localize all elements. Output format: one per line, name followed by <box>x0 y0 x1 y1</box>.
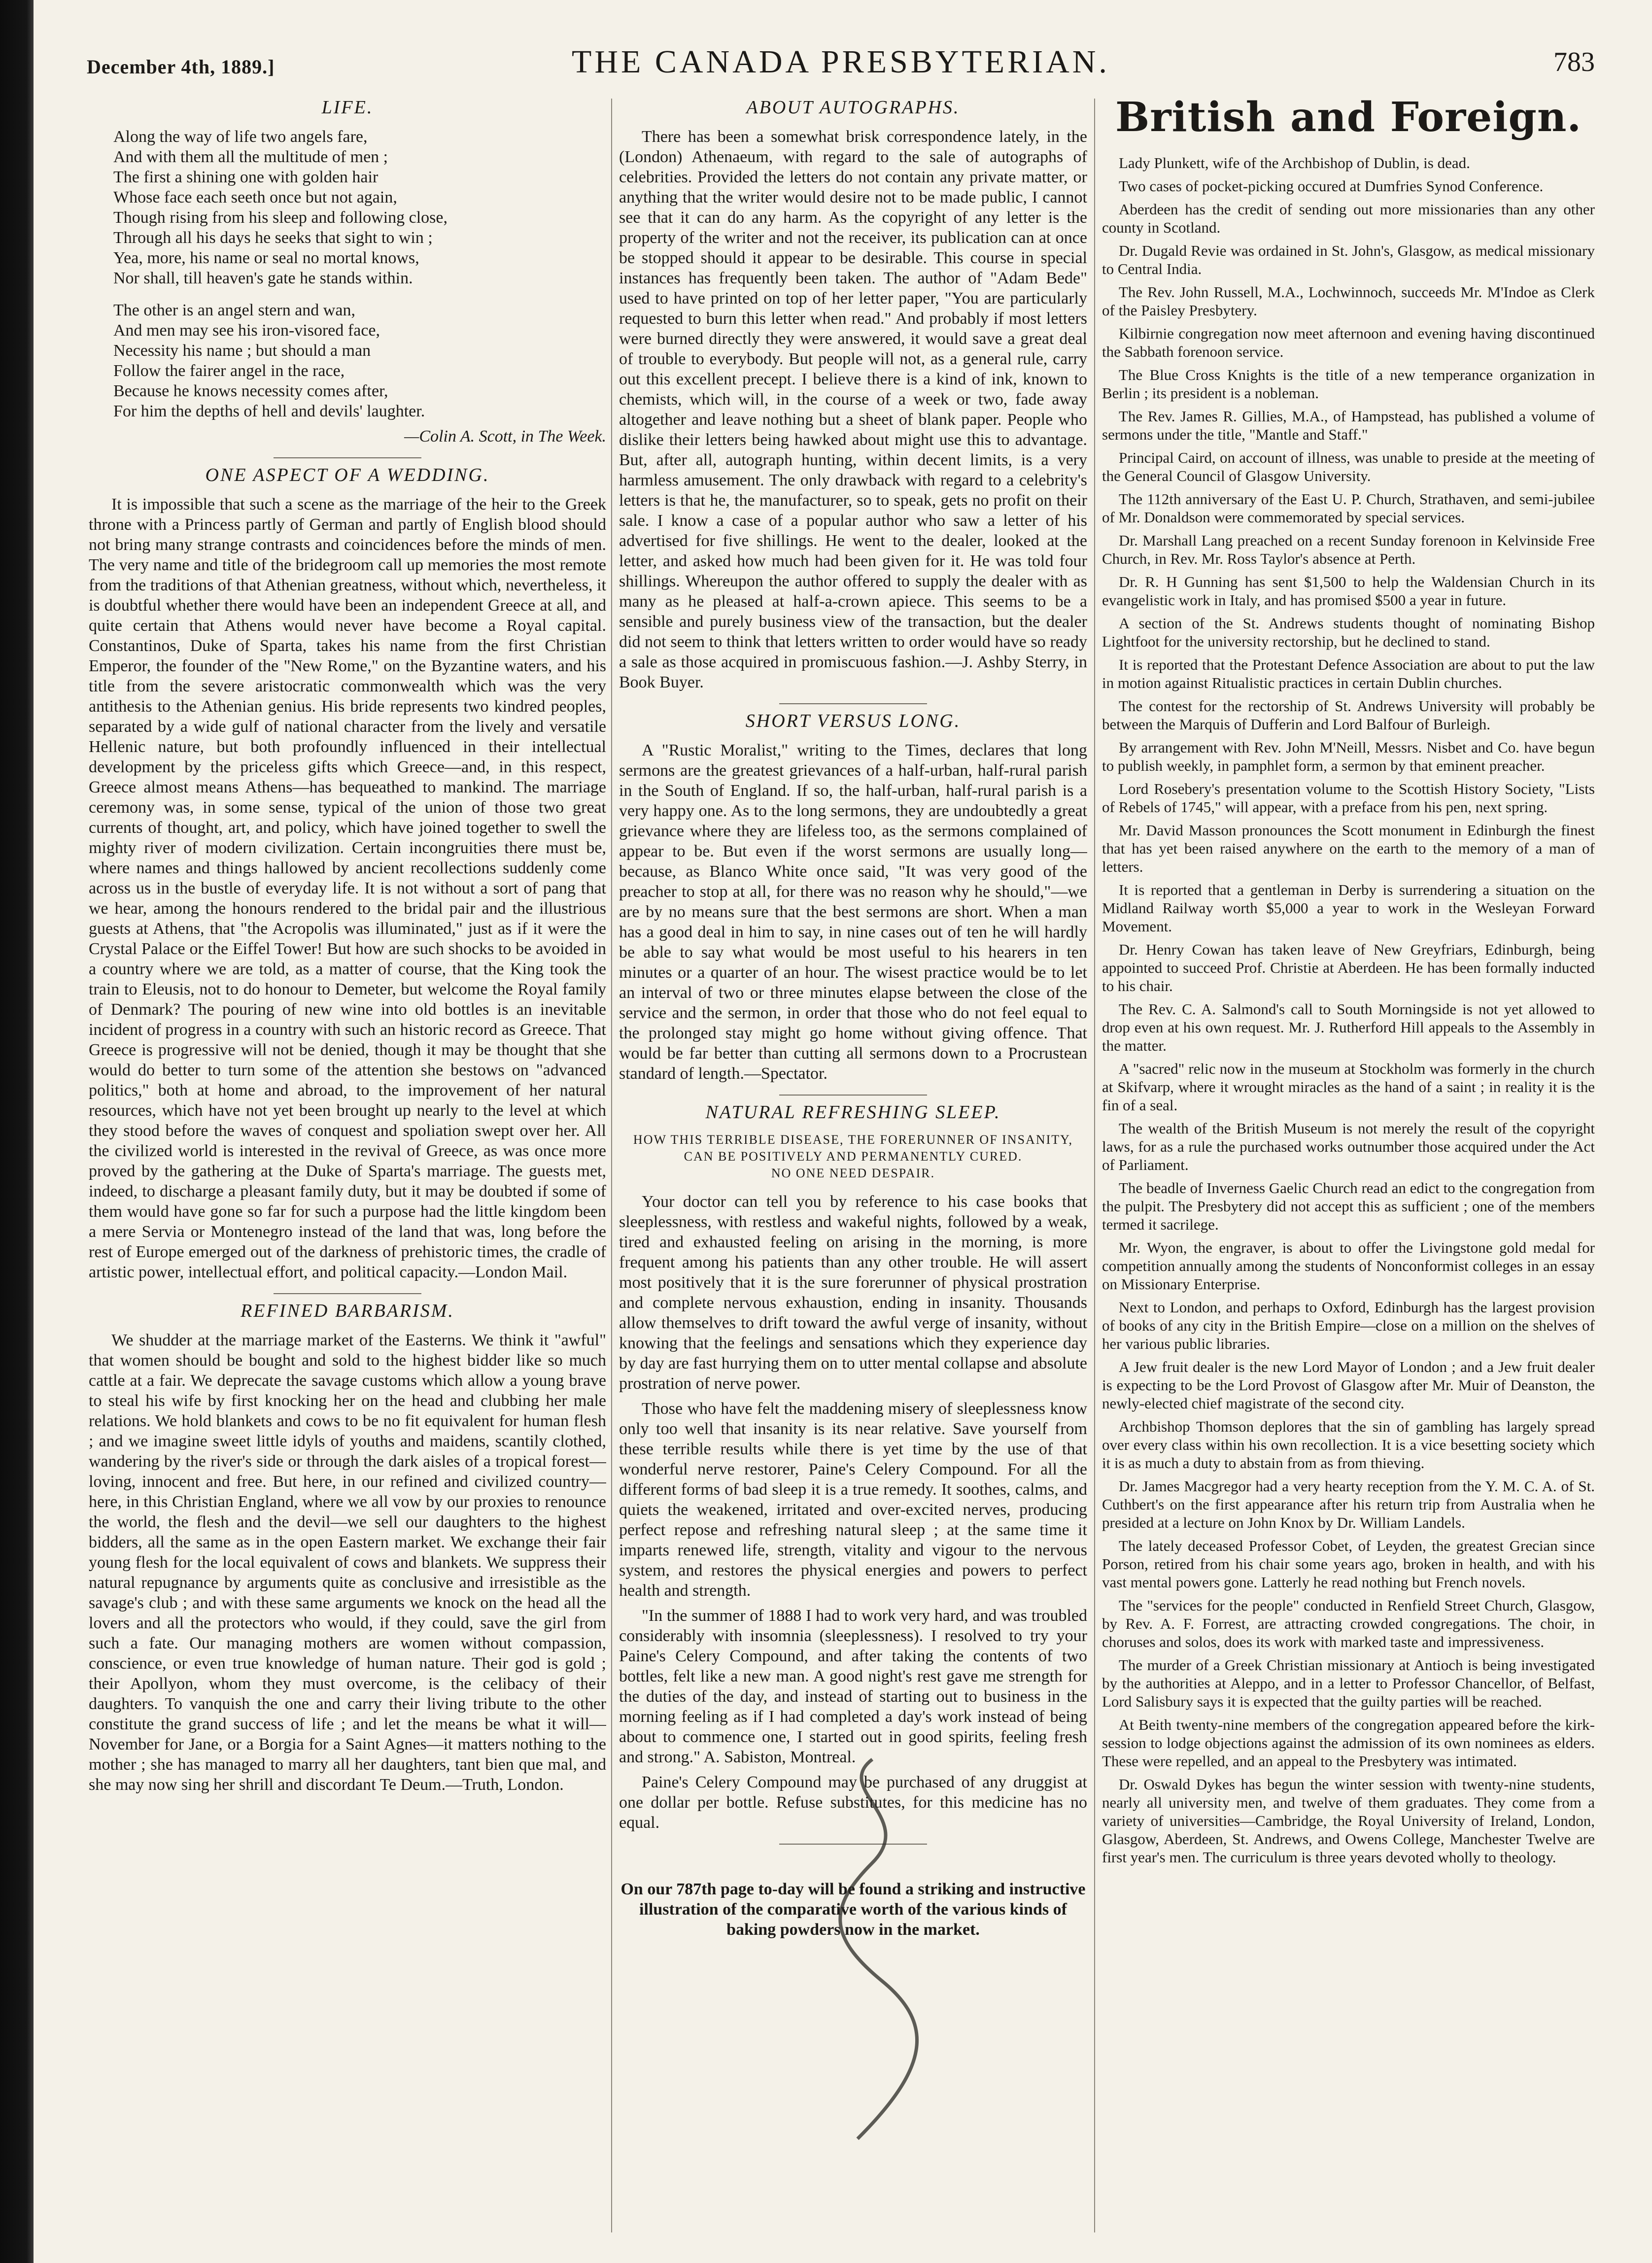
poem-title: LIFE. <box>321 97 374 118</box>
news-item: The murder of a Greek Christian missionary at Antioch is being investigated by the authorities at Aleppo, and in a letter to Professor Chancellor, of Belfast, Lord Salisbury says it is expected that the guilty parties will be reached. <box>1102 1656 1595 1710</box>
news-item: Principal Caird, on account of illness, was unable to preside at the meeting of the General Council of Glasgow University. <box>1102 449 1595 484</box>
news-item: Aberdeen has the credit of sending out more missionaries than any other county in Scotland. <box>1102 201 1595 236</box>
news-item: The contest for the rectorship of St. Andrews University will probably be between the Marquis of Dufferin and Lord Balfour of Burleigh. <box>1102 697 1595 733</box>
news-item: At Beith twenty-nine members of the congregation appeared before the kirk-session to lodge objections against the admission of its own nominees as elders. These were repelled, and an appeal to the Presbytery was intimated. <box>1102 1716 1595 1770</box>
poem-line: Yea, more, his name or seal no mortal knows, <box>113 249 419 267</box>
section-divider <box>779 1844 927 1845</box>
article-paragraph: There has been a somewhat brisk correspondence lately, in the (London) Athenaeum, with regard to the sale of autographs of celebrities. Provided the letters do not contain any private matter, or anything that the writer would desire not to be made public, I cannot see that it can do any harm. As the copyright of any letter is the property of the writer and not the receiver, its publication can at once be stopped should it appear to be desirable. This course in special instances has frequently been taken. The author of "Adam Bede" used to have printed on top of her letter paper, "You are particularly requested to burn this letter when read." And probably if most letters were burned directly they were answered, it would save a great deal of trouble to everybody. But people will not, as a general rule, carry out this excellent precept. I believe there is a kind of ink, known to chemists, which will, in the course of a week or two, fade away altogether and leave nothing but a sheet of blank paper. People who dislike their letters being hawked about might use this to advantage. But, after all, autograph hunting, within decent limits, is a very harmless amusement. The only drawback with regard to a celebrity's letters is that he, the manufacturer, so to speak, gets no profit on their sale. I know a case of a popular author who saw a letter of his advertised for five shillings. He went to the dealer, looked at the letter, and asked how much had been given for it. He was told four shillings. Whereupon the author offered to supply the dealer with as many as he pleased at half-a-crown apiece. This seems to be a sensible and purely business view of the transaction, but the dealer did not seem to think that letters written to order would have so ready a sale as those acquired in promiscuous fashion.—J. Ashby Sterry, in Book Buyer. <box>619 128 1087 691</box>
article-title: ABOUT AUTOGRAPHS. <box>746 97 960 118</box>
poem-line: The other is an angel stern and wan, <box>113 301 355 319</box>
poem-line: Because he knows necessity comes after, <box>113 382 388 400</box>
poem-line: Necessity his name ; but should a man <box>113 342 371 360</box>
news-item: It is reported that a gentleman in Derby is surrendering a situation on the Midland Railway worth $5,000 a year to work in the Wesleyan Forward Movement. <box>1102 881 1595 935</box>
article-paragraph: Those who have felt the maddening misery of sleeplessness know only too well that insanity is its near relative. Save yourself from these terrible results while there is yet time by the use of that wonderful nerve restorer, Paine's Celery Compound. For all the different forms of bad sleep it is a true remedy. It soothes, calms, and quiets the weakened, irritated and over-excited nerves, producing perfect repose and refreshing natural sleep ; at the same time it imparts renewed life, strength, vitality and vigour to the nervous system, and restores the physical energies and powers to perfect health and strength. <box>619 1400 1087 1600</box>
article-paragraph: We shudder at the marriage market of the Easterns. We think it "awful" that women should be bought and sold to the highest bidder like so much cattle at a fair. We deprecate the savage customs which allow a young brave to steal his wife by first knocking her on the head and clubbing her male relations. We hold blankets and cows to be no fit equivalent for human flesh ; and we imagine sweet little idyls of youths and maidens, scantily clothed, wandering by the river's side or through the dark aisles of a tropical forest—loving, innocent and free. But here, in our refined and civilized country—here, in this Christian England, where we all vow by our proxies to renounce the world, the flesh and the devil—we sell our daughters to the highest bidders, all the same as in the open Eastern market. We exchange their fair young flesh for the local equivalent of cows and blankets. We suppress their natural repugnance by arguments quite as conclusive and irresistible as the savage's club ; and with these same arguments we knock on the head all the lovers and all the protectors who would, if they could, save the girl from such a fate. Our managing mothers are women without compassion, conscience, or even true knowledge of human nature. Their god is gold ; their Apollyon, whom they must overcome, is the celibacy of their daughters. To vanquish the one and carry their living tribute to the other constitute the grand success of life ; and let the means be what it will—November for Jane, or a Borgia for a Saint Agnes—it matters nothing to the mother ; she has managed to marry all her daughters, tant bien que mal, and she may now sing her shrill and discordant Te Deum.—Truth, London. <box>89 1331 606 1794</box>
news-item: Mr. Wyon, the engraver, is about to offer the Livingstone gold medal for competition annually among the students of Nonconformist colleges in an essay on Missionary Enterprise. <box>1102 1239 1595 1293</box>
poem-line: Whose face each seeth once but not again, <box>113 188 397 206</box>
news-item: Mr. David Masson pronounces the Scott monument in Edinburgh the finest that has yet been raised anywhere on the earth to the memory of a man of letters. <box>1102 822 1595 875</box>
news-item: Lady Plunkett, wife of the Archbishop of Dublin, is dead. <box>1119 154 1470 171</box>
news-item: The lately deceased Professor Cobet, of Leyden, the greatest Grecian since Porson, retired from his chair some years ago, broken in health, and with his vast mental powers gone. Latterly he read nothing but French novels. <box>1102 1537 1595 1591</box>
article-subtitle <box>619 1132 1087 1182</box>
section-divider <box>779 703 927 704</box>
poem <box>89 127 606 421</box>
news-item: A "sacred" relic now in the museum at Stockholm was formerly in the church at Skifvarp, where it wrought miracles as the hand of a saint ; in reality it is the fin of a seal. <box>1102 1060 1595 1114</box>
poem-line: Along the way of life two angels fare, <box>113 128 368 146</box>
masthead <box>87 43 1595 91</box>
news-item: The 112th anniversary of the East U. P. Church, Strathaven, and semi-jubilee of Mr. Donaldson were commemorated by special services. <box>1102 490 1595 526</box>
column-right <box>1102 94 1595 2247</box>
column-left <box>89 94 606 2247</box>
article-title: NATURAL REFRESHING SLEEP. <box>705 1102 1001 1123</box>
section-divider <box>274 1293 421 1294</box>
article-paragraph: Paine's Celery Compound may be purchased of any druggist at one dollar per bottle. Refuse substitutes, for this medicine has no equal. <box>619 1773 1087 1832</box>
news-item: It is reported that the Protestant Defence Association are about to put the law in motion against Ritualistic practices in certain Dublin churches. <box>1102 656 1595 691</box>
news-item: Archbishop Thomson deplores that the sin of gambling has largely spread over every class within his own recollection. It is a vice besetting society which it is as much a duty to abstain from as from thieving. <box>1102 1418 1595 1472</box>
article-title: ONE ASPECT OF A WEDDING. <box>205 465 490 485</box>
news-item: Dr. Oswald Dykes has begun the winter session with twenty-nine students, nearly all university men, and twelve of them graduates. They come from a variety of universities—Cambridge, the Royal University of Ireland, London, Glasgow, Aberdeen, St. Andrews, and Owens College, Manchester Twelve are first year's men. The curriculum is three years devoted wholly to theology. <box>1102 1776 1595 1866</box>
page-number: 783 <box>1553 47 1595 77</box>
closing-notice: On our 787th page to-day will be found a striking and instructive illustration of the comparative worth of the various kinds of baking powders now in the market. <box>620 1880 1086 1939</box>
newspaper-title: THE CANADA PRESBYTERIAN. <box>572 44 1110 80</box>
column-rule-left <box>611 99 612 2232</box>
news-item: Dr. James Macgregor had a very hearty reception from the Y. M. C. A. of St. Cuthbert's on the first appearance after his return trip from Australia when he presided at a lecture on John Knox by Dr. William Landels. <box>1102 1477 1595 1531</box>
article-paragraph: "In the summer of 1888 I had to work very hard, and was troubled considerably with insomnia (sleeplessness). I resolved to try your Paine's Celery Compound, and after taking the contents of two bottles, felt like a new man. A good night's rest gave me strength for the duties of the day, and instead of starting out to business in the morning feeling as if I had completed a day's work instead of being about to commence one, I started out in good spirits, feeling fresh and strong." A. Sabiston, Montreal. <box>619 1607 1087 1766</box>
poem-line: Though rising from his sleep and following close, <box>113 208 448 227</box>
article-paragraph: It is impossible that such a scene as the marriage of the heir to the Greek throne with a Princess partly of German and partly of English blood should not bring many strange contrasts and coincidences before the minds of men. The very name and title of the bridegroom call up memories the most remote from the traditions of that Athenian greatness, without which, nevertheless, it is doubtful whether there would have been an independent Greece at all, and quite certain that Athens would never have become a Royal capital. Constantinos, Duke of Sparta, takes his name from the first Christian Emperor, the founder of the "New Rome," on the Byzantine waters, and his title from the severe aristocratic commonwealth which was the very antithesis to the Athenian genius. His bride represents two kindred peoples, separated by a wide gulf of national character from the lively and versatile Hellenic nature, but both profoundly influenced in their intellectual development by the priceless gifts which Greece—and, in this respect, Greece almost means Athens—has bequeathed to mankind. The marriage ceremony was, in some sense, typical of the union of those two great currents of thought, art, and policy, which have joined together to swell the mighty river of modern civilization. Certain incongruities there must be, where names and things hallowed by ancient recollections suddenly come across us in the bustle of everyday life. It is not without a sort of pang that we hear, among the honours rendered to the bridal pair and the illustrious guests at Athens, that "the Acropolis was illuminated," just as if it were the Crystal Palace or the Eiffel Tower! But how are such shocks to be avoided in a country where we are told, as a matter of course, that the King took the train to Eleusis, not to do honour to Demeter, but welcome the Royal family of Denmark? The pouring of new wine into old bottles is an inevitable incident of progress in a country with such an historic record as Greece. That Greece is progressive will not be denied, though it may be thought that she would do better to turn some of the attention she bestows on "advanced politics," both at home and abroad, to the improvement of her natural resources, which have not yet been brought up nearly to the level at which they stood before the waves of conquest and spoliation swept over her. All the civilized world is interested in the revival of Greece, as was once more proved by the gathering at the Duke of Sparta's marriage. The guests met, indeed, to discharge a pleasant family duty, but it may be doubted if some of them would have gone so far for such a purpose had the little kingdom been a mere Servia or Montenegro instead of the land that was, long before the rest of Europe emerged out of the darkness of prehistoric times, the cradle of artistic power, intellectual effort, and political capacity.—London Mail. <box>89 495 606 1281</box>
column-middle <box>619 94 1087 2247</box>
news-item: The Rev. James R. Gillies, M.A., of Hampstead, has published a volume of sermons under the title, "Mantle and Staff." <box>1102 408 1595 443</box>
news-item: The Blue Cross Knights is the title of a new temperance organization in Berlin ; its president is a nobleman. <box>1102 366 1595 402</box>
poem-line: The first a shining one with golden hair <box>113 168 379 186</box>
poem-line: Follow the fairer angel in the race, <box>113 362 345 380</box>
news-item: By arrangement with Rev. John M'Neill, Messrs. Nisbet and Co. have begun to publish weekly, in pamphlet form, a sermon by that eminent preacher. <box>1102 739 1595 774</box>
poem-line: Through all his days he seeks that sight to win ; <box>113 229 433 247</box>
section-divider <box>274 457 421 458</box>
subtitle-line: HOW THIS TERRIBLE DISEASE, THE FORERUNNER OF INSANITY, <box>633 1132 1073 1147</box>
poem-line: For him the depths of hell and devils' laughter. <box>113 402 425 420</box>
news-item: Two cases of pocket-picking occured at Dumfries Synod Conference. <box>1119 177 1544 195</box>
news-item: Kilbirnie congregation now meet afternoon and evening having discontinued the Sabbath forenoon service. <box>1102 325 1595 360</box>
poem-line: And men may see his iron-visored face, <box>113 321 380 340</box>
news-item: Dr. Marshall Lang preached on a recent Sunday forenoon in Kelvinside Free Church, in Rev. Mr. Ross Taylor's absence at Perth. <box>1102 532 1595 567</box>
column-rule-right <box>1094 99 1095 2232</box>
subtitle-line: CAN BE POSITIVELY AND PERMANENTLY CURED. <box>684 1149 1023 1164</box>
issue-date: December 4th, 1889.] <box>87 56 275 78</box>
news-item: A section of the St. Andrews students thought of nominating Bishop Lightfoot for the university rectorship, but he declined to stand. <box>1102 615 1595 650</box>
article-paragraph: Your doctor can tell you by reference to his case books that sleeplessness, with restless and wakeful nights, followed by a weak, tired and exhausted feeling on arising in the morning, is more frequent among his patients than any other trouble. He will assert most positively that it is the sure forerunner of physical prostration and complete nervous exhaustion, ending in insanity. Thousands allow themselves to drift toward the awful verge of insanity, without knowing that the feelings and sensations which they experience day by day are fast hurrying them on to utter mental collapse and absolute prostration of nerve power. <box>619 1193 1087 1393</box>
article-title: SHORT VERSUS LONG. <box>745 711 961 731</box>
news-items-list <box>1102 154 1595 1866</box>
news-item: The "services for the people" conducted in Renfield Street Church, Glasgow, by Rev. A. F. Forrest, are attracting crowded congregations. The choir, in choruses and solos, does its work with marked taste and impressiveness. <box>1102 1597 1595 1650</box>
news-item: Lord Rosebery's presentation volume to the Scottish History Society, "Lists of Rebels of 1745," will appear, with a preface from his pen, next spring. <box>1102 780 1595 816</box>
article-title: REFINED BARBARISM. <box>241 1301 454 1321</box>
article-paragraph: A "Rustic Moralist," writing to the Times, declares that long sermons are the greatest grievances of a half-urban, half-rural parish in the South of England. If so, the half-urban, half-rural parish is a very happy one. As to the long sermons, they are undoubtedly a great grievance where they are lifeless too, as the sermons complained of appear to be. But even if the worst sermons are usually long—because, as Blanco White once said, "It was very good of the preacher to stop at all, for there was no reason why he should,"—we are by no means sure that the best sermons are short. When a man has a good deal in him to say, in nine cases out of ten he will hardly be able to say what would be most useful to his hearers in ten minutes or a quarter of an hour. The wisest practice would be to let an interval of two or three minutes elapse between the close of the service and the sermon, in order that those who do not feel equal to the prolonged stay might go home without giving offence. That would be far better than cutting all sermons down to a Procrustean standard of length.—Spectator. <box>619 741 1087 1083</box>
news-item: Dr. Dugald Revie was ordained in St. John's, Glasgow, as medical missionary to Central India. <box>1102 242 1595 277</box>
news-item: The Rev. C. A. Salmond's call to South Morningside is not yet allowed to drop even at his own request. Mr. J. Rutherford Hill appeals to the Assembly in the matter. <box>1102 1000 1595 1054</box>
section-divider <box>779 1095 927 1096</box>
poem-line: Nor shall, till heaven's gate he stands within. <box>113 269 413 287</box>
news-item: Dr. R. H Gunning has sent $1,500 to help the Waldensian Church in its evangelistic work in Italy, and has promised $500 a year in future. <box>1102 573 1595 609</box>
news-item: A Jew fruit dealer is the new Lord Mayor of London ; and a Jew fruit dealer is expecting to be the Lord Provost of Glasgow after Mr. Muir of Deanston, the newly-elected chief magistrate of the second city. <box>1102 1358 1595 1412</box>
news-item: The Rev. John Russell, M.A., Lochwinnoch, succeeds Mr. M'Indoe as Clerk of the Paisley Presbytery. <box>1102 283 1595 319</box>
news-item: Dr. Henry Cowan has taken leave of New Greyfriars, Edinburgh, being appointed to succeed Prof. Christie at Aberdeen. He has been formally inducted to his chair. <box>1102 941 1595 994</box>
subtitle-line: NO ONE NEED DESPAIR. <box>771 1166 935 1180</box>
news-item: The wealth of the British Museum is not merely the result of the copyright laws, for as a rule the purchased works outnumber those acquired under the Act of Parliament. <box>1102 1120 1595 1173</box>
poem-line: And with them all the multitude of men ; <box>113 148 388 166</box>
poem-credit: —Colin A. Scott, in The Week. <box>404 427 606 446</box>
news-item: Next to London, and perhaps to Oxford, Edinburgh has the largest provision of books of any city in the British Empire—close on a million on the shelves of her various public libraries. <box>1102 1299 1595 1352</box>
page-binding-edge <box>0 0 34 2263</box>
section-title: British and Foreign. <box>1115 94 1582 141</box>
news-item: The beadle of Inverness Gaelic Church read an edict to the congregation from the pulpit. The Presbytery did not accept this as sufficient ; one of the members termed it sacrilege. <box>1102 1179 1595 1233</box>
